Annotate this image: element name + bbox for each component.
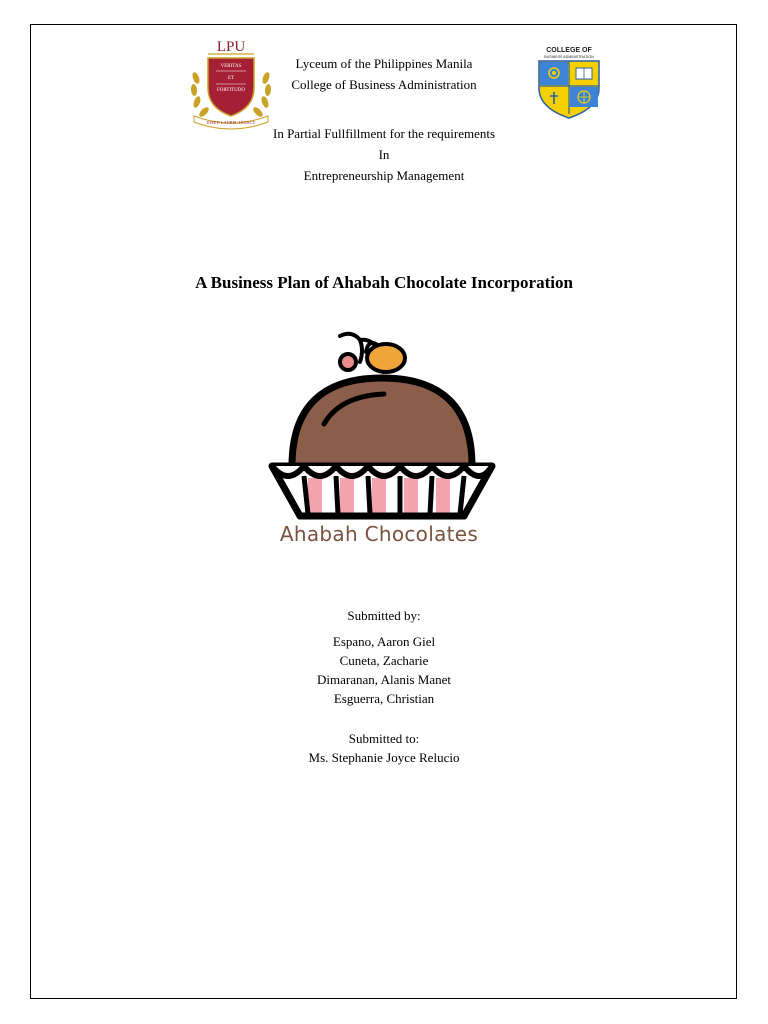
member-name: Esguerra, Christian bbox=[333, 691, 435, 706]
lpu-wordmark: LPU bbox=[216, 39, 246, 55]
lpu-motto-2: ET bbox=[227, 76, 235, 81]
submitted-by-label: Submitted by: bbox=[347, 608, 421, 623]
adviser-name: Ms. Stephanie Joyce Relucio bbox=[308, 750, 460, 765]
lpu-motto-1: VERITAS bbox=[220, 64, 242, 69]
requirement-line-3: Entrepreneurship Management bbox=[303, 168, 465, 183]
member-name: Dimaranan, Alanis Manet bbox=[317, 672, 451, 687]
cba-caption-1: COLLEGE OF bbox=[546, 47, 592, 54]
member-name: Espano, Aaron Giel bbox=[332, 634, 436, 649]
chocolate-cupcake-icon bbox=[268, 326, 496, 550]
member-name: Cuneta, Zacharie bbox=[339, 653, 429, 668]
lpu-motto-3: FORTITUDO bbox=[216, 88, 246, 93]
requirement-line-1: In Partial Fullfillment for the requirements bbox=[272, 126, 496, 141]
page-title: A Business Plan of Ahabah Chocolate Incorporation bbox=[195, 273, 573, 292]
cba-caption-2: BUSINESS ADMINISTRATION bbox=[544, 55, 594, 59]
requirement-line-2: In bbox=[378, 147, 390, 162]
submitted-to-label: Submitted to: bbox=[348, 731, 420, 746]
brand-name: Ahabah Chocolates bbox=[279, 522, 479, 546]
school-name: Lyceum of the Philippines Manila bbox=[295, 56, 473, 71]
lpu-ribbon: JOSE P. LAUREL LEGACY bbox=[206, 120, 256, 125]
college-name: College of Business Administration bbox=[291, 77, 477, 92]
